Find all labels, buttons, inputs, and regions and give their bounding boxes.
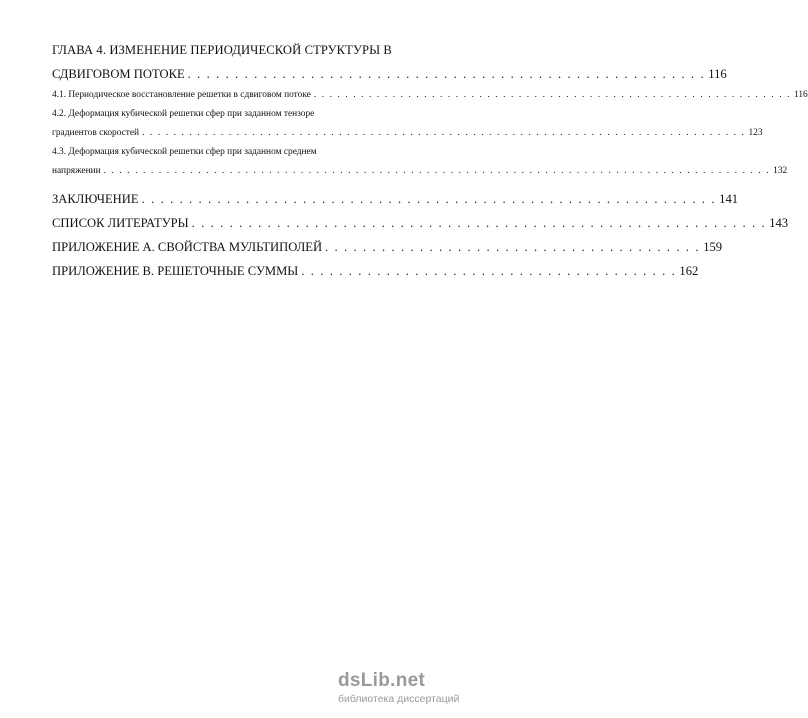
- dot-leader: . . . . . . . . . . . . . . . . . . . . . . . . . . . . . . . . . . . . . . . . . . . . . . . . . . . . . . .: [187, 67, 706, 81]
- toc-entry-section-4-1[interactable]: [52, 86, 808, 105]
- entry-label: ЗАКЛЮЧЕНИЕ: [52, 192, 139, 206]
- section-4-2-line1: 4.2. Деформация кубической решетки сфер при заданном тензоре: [52, 109, 315, 119]
- dot-leader: . . . . . . . . . . . . . . . . . . . . . . . . . . . . . . . . . . . . . . . . . . . . . . . . . . . . . . . . . . . . .: [141, 192, 717, 206]
- page-number: 162: [679, 264, 699, 278]
- page-number: 141: [719, 192, 739, 206]
- dslib-watermark-logo[interactable]: [338, 670, 460, 710]
- toc-entry-appendix-b[interactable]: [52, 259, 699, 283]
- dot-leader: . . . . . . . . . . . . . . . . . . . . . . . . . . . . . . . . . . . . . . . . . . . . . . . . . . . . . . . . . . . . . . . . . . . . . . . . . . . . . . . . . . . . .: [103, 166, 771, 176]
- dot-leader: . . . . . . . . . . . . . . . . . . . . . . . . . . . . . . . . . . . . . . . . . . . . . . . . . . . . . . . . . . . . .: [191, 216, 767, 230]
- section-4-3-line1: 4.3. Деформация кубической решетки сфер при заданном среднем: [52, 147, 317, 157]
- chapter-4-title-line1: ГЛАВА 4. ИЗМЕНЕНИЕ ПЕРИОДИЧЕСКОЙ СТРУКТУРЫ В: [52, 43, 392, 57]
- entry-label: ПРИЛОЖЕНИЕ А. СВОЙСТВА МУЛЬТИПОЛЕЙ: [52, 240, 323, 254]
- toc-entry-appendix-a[interactable]: [52, 235, 723, 259]
- toc-entry-chapter-4[interactable]: [52, 62, 727, 86]
- toc-entry-section-4-2[interactable]: [52, 124, 763, 143]
- table-of-contents: [52, 38, 808, 283]
- section-label: градиентов скоростей: [52, 128, 140, 138]
- toc-entry-references[interactable]: [52, 211, 789, 235]
- dot-leader: . . . . . . . . . . . . . . . . . . . . . . . . . . . . . . . . . . . . . . . . . . . . . . . . . . . . . . . . . . . . . . . . . . . . . . . . . . . . .: [142, 128, 746, 138]
- section-label: напряжении: [52, 166, 101, 176]
- page-number: 116: [794, 90, 808, 100]
- entry-label: ПРИЛОЖЕНИЕ В. РЕШЕТОЧНЫЕ СУММЫ: [52, 264, 299, 278]
- toc-entry-section-4-3[interactable]: [52, 162, 788, 181]
- watermark-tagline: библиотека диссертаций: [338, 693, 460, 705]
- page-number: 132: [773, 166, 788, 176]
- page-number: 116: [708, 67, 727, 81]
- dot-leader: . . . . . . . . . . . . . . . . . . . . . . . . . . . . . . . . . . . . . . . . . . . . . . . . . . . . . . . . . . . . .: [313, 90, 792, 100]
- section-label: 4.1. Периодическое восстановление решетки в сдвиговом потоке: [52, 90, 311, 100]
- chapter-4-title-line2: СДВИГОВОМ ПОТОКЕ: [52, 67, 185, 81]
- page-number: 159: [703, 240, 723, 254]
- dot-leader: . . . . . . . . . . . . . . . . . . . . . . . . . . . . . . . . . . . . . . . .: [301, 264, 677, 278]
- page-number: 123: [748, 128, 763, 138]
- entry-label: СПИСОК ЛИТЕРАТУРЫ: [52, 216, 189, 230]
- dot-leader: . . . . . . . . . . . . . . . . . . . . . . . . . . . . . . . . . . . . . . . .: [325, 240, 701, 254]
- toc-entry-conclusion[interactable]: [52, 187, 739, 211]
- watermark-brand: dsLib.net: [338, 670, 426, 691]
- page-number: 143: [769, 216, 789, 230]
